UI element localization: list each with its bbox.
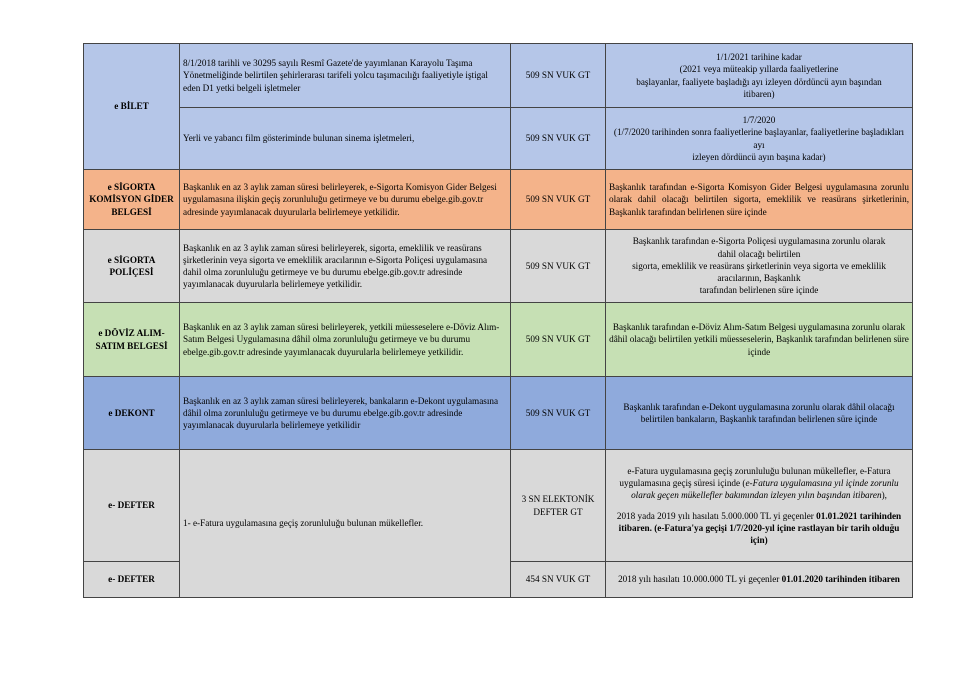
legal-basis-cell: 454 SN VUK GT: [511, 562, 606, 598]
deadline-cell: Başkanlık tarafından e-Dekont uygulamasına zorunlu olarak dâhil olacağı belirtilen bankaların, Başkanlık tarafından belirlenen süre içinde: [606, 377, 913, 450]
deadline-paragraph: [609, 465, 909, 502]
legal-basis-cell: 509 SN VUK GT: [511, 303, 606, 377]
description-cell: Başkanlık en az 3 aylık zaman süresi belirleyerek, bankaların e-Dekont uygulamasına dâhil olma zorunluluğu getirmeye ve bu durumu ebelge.gib.gov.tr adresinde yayımlanacak duyurularla belirlemeye yetkilidir: [180, 377, 511, 450]
description-cell: Başkanlık en az 3 aylık zaman süresi belirleyerek, yetkili müesseselere e-Döviz Alım-Satım Belgesi Uygulamasına dâhil olma zorunluluğu getirmeye ve bu durumu ebelge.gib.gov.tr adresinde yayımlanacak duyurularla belirlemeye yetkilidir.: [180, 303, 511, 377]
category-e-defter: e- DEFTER: [84, 562, 180, 598]
deadline-text-bold: 01.01.2021 tarihinden itibaren.: [618, 510, 902, 533]
table-row-e-doviz: [84, 303, 913, 377]
table-row-e-bilet-1: [84, 44, 913, 108]
deadline-cell: Başkanlık tarafından e-Sigorta Komisyon Gider Belgesi uygulamasına zorunlu olarak dahil olacağı belirtilen sigorta, emeklilik ve reasürans şirketlerinin, Başkanlık tarafından belirlenen süre içinde: [606, 170, 913, 230]
deadline-text: 2018 yılı hasılatı 10.000.000 TL yi geçenler: [618, 574, 782, 585]
table-row-e-dekont: [84, 377, 913, 450]
legal-basis-cell: 509 SN VUK GT: [511, 44, 606, 108]
legal-basis-cell: 509 SN VUK GT: [511, 377, 606, 450]
table-row-e-sigorta-komisyon: [84, 170, 913, 230]
category-e-sigorta-police: e SİGORTA POLİÇESİ: [84, 230, 180, 303]
e-document-transition-table: [83, 43, 913, 598]
deadline-text: e-Fatura uygulamasına geçiş zorunluluğu bulunan mükellefler, e-Fatura uygulamasına geçiş süresi içinde (: [619, 465, 891, 489]
category-e-defter: e- DEFTER: [84, 450, 180, 562]
category-e-bilet: e BİLET: [84, 44, 180, 170]
description-cell: Yerli ve yabancı film gösteriminde bulunan sinema işletmeleri,: [180, 108, 511, 170]
deadline-cell: [606, 44, 913, 108]
deadline-cell: Başkanlık tarafından e-Döviz Alım-Satım Belgesi uygulamasına zorunlu olarak dâhil olacağı belirtilen yetkili müesseselerin, Başkanlık tarafından belirlenen süre içinde: [606, 303, 913, 377]
table-row-e-sigorta-police: [84, 230, 913, 303]
deadline-cell: [606, 230, 913, 303]
description-cell: Başkanlık en az 3 aylık zaman süresi belirleyerek, e-Sigorta Komisyon Gider Belgesi uygulamasına ilişkin geçiş zorunluluğu getirmeye ve bu durumu ebelge.gib.gov.tr adresinde yayımlanacak duyurularla belirlemeye yetkilidir.: [180, 170, 511, 230]
deadline-cell: [606, 562, 913, 598]
deadline-text-bold: 01.01.2020 tarihinden itibaren: [781, 574, 900, 585]
deadline-text-bold: (e-Fatura'ya geçişi 1/7/2020-yıl içine rastlayan bir tarih olduğu için): [651, 522, 900, 545]
deadline-line: (2021 veya müteakip yıllarda faaliyetlerine: [679, 64, 839, 75]
deadline-line: itibaren): [743, 88, 775, 99]
deadline-line: Başkanlık tarafından e-Sigorta Poliçesi uygulamasına zorunlu olarak: [632, 236, 886, 247]
deadline-paragraph: [609, 510, 909, 547]
legal-basis-cell: 509 SN VUK GT: [511, 108, 606, 170]
deadline-line: 1/1/2021 tarihine kadar: [716, 52, 802, 63]
deadline-line: sigorta, emeklilik ve reasürans şirketlerinin veya sigorta ve emeklilik aracılarının, Başkanlık: [632, 260, 886, 284]
description-cell: 1- e-Fatura uygulamasına geçiş zorunluluğu bulunan mükellefler.: [180, 450, 511, 598]
deadline-cell: [606, 108, 913, 170]
category-e-dekont: e DEKONT: [84, 377, 180, 450]
category-e-doviz: e DÖVİZ ALIM-SATIM BELGESİ: [84, 303, 180, 377]
legal-basis-cell: 3 SN ELEKTONİK DEFTER GT: [511, 450, 606, 562]
table-row-e-bilet-2: [84, 108, 913, 170]
deadline-text: 2018 yada 2019 yılı hasılatı 5.000.000 TL yi geçenler: [616, 510, 817, 521]
deadline-line: başlayanlar, faaliyete başladığı ayı izleyen dördüncü ayın başından: [636, 76, 882, 87]
deadline-line: izleyen dördüncü ayın başına kadar): [692, 151, 826, 162]
deadline-cell: [606, 450, 913, 562]
deadline-line: dahil olacağı belirtilen: [717, 248, 801, 259]
deadline-text: ),: [881, 490, 887, 501]
deadline-line: tarafından belirlenen süre içinde: [699, 285, 819, 296]
description-cell: Başkanlık en az 3 aylık zaman süresi belirleyerek, sigorta, emeklilik ve reasürans şirketlerinin veya sigorta ve emeklilik aracılarının e-Sigorta Poliçesi uygulamasına dahil olma zorunluluğu getirmeye ve bu durumu ebelge.gib.gov.tr adresinde yayımlanacak duyurularla belirlemeye yetkilidir.: [180, 230, 511, 303]
legal-basis-cell: 509 SN VUK GT: [511, 170, 606, 230]
category-e-sigorta-komisyon: e SİGORTA KOMİSYON GİDER BELGESİ: [84, 170, 180, 230]
description-cell: 8/1/2018 tarihli ve 30295 sayılı Resmî Gazete'de yayımlanan Karayolu Taşıma Yönetmeliğinde belirtilen şehirlerarası tarifeli yolcu taşımacılığı faaliyetiyle iştigal eden D1 yetki belgeli işletmeler: [180, 44, 511, 108]
deadline-line: 1/7/2020: [742, 115, 776, 126]
legal-basis-cell: 509 SN VUK GT: [511, 230, 606, 303]
table-row-e-defter-1: [84, 450, 913, 562]
deadline-text-italic: e-Fatura uygulamasına yıl içinde zorunlu olarak geçen mükellefler bakımından izleyen yılın başından itibaren: [631, 478, 899, 501]
deadline-line: (1/7/2020 tarihinden sonra faaliyetlerine başlayanlar, faaliyetlerine başladıkları ayı: [613, 127, 905, 150]
